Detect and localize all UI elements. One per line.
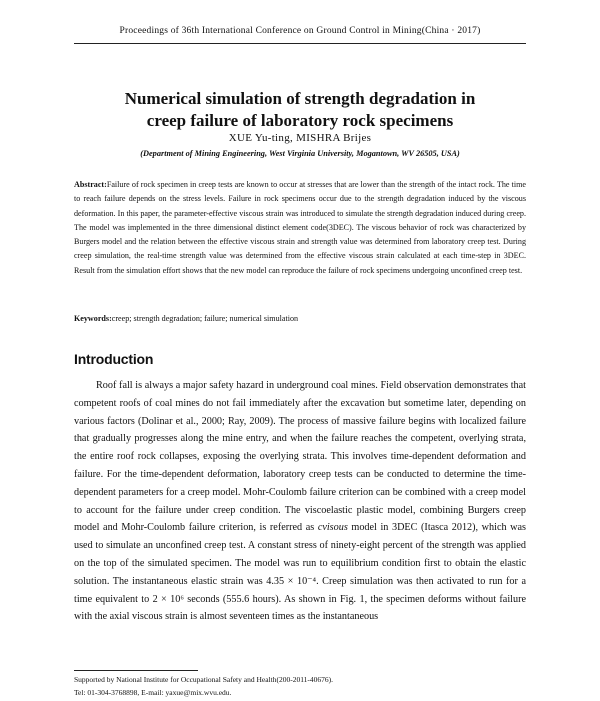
authors: XUE Yu-ting, MISHRA Brijes [228,132,372,144]
affiliation: (Department of Mining Engineering, West Virginia University, Mogantown, WV 26505, USA) [140,149,460,158]
keywords-text: creep; strength degradation; failure; numerical simulation [111,314,299,323]
section-heading-introduction: Introduction [74,351,154,367]
keywords-label: Keywords: [74,314,112,323]
footnote [74,673,526,699]
abstract [74,178,526,278]
header-rule [74,43,526,44]
paper-title-line-1: Numerical simulation of strength degradation in [124,89,476,108]
introduction-italic-term: cvisous [317,522,348,534]
introduction-text-part-1: Roof fall is always a major safety hazard in underground coal mines. Field observation demonstrates that competent roofs of coal mines do not fail immediately after the excavation but sometime later, depending on various factors (Dolinar et al., 2000; Ray, 2009). The process of massive failure begins with localized failure that gradually progresses along the mine entry, and when the failure reaches the competent, overlying strata, the entire roof rock collapses, exposing the overlying strata. This involves time-dependent deformation and failure. For the time-dependent deformation, laboratory creep tests can be conducted to determine the time-dependent parameters for a creep model. Mohr-Coulomb failure criterion can be combined with a creep model to account for the failure under creep condition. The viscoelastic plastic model, combining Burgers creep model and Mohr-Coulomb failure criterion, is referred as [74,380,526,534]
paper-title [74,88,526,132]
footnote-funding: Supported by National Institute for Occupational Safety and Health(200-2011-40676). [74,675,334,684]
running-head: Proceedings of 36th International Conference on Ground Control in Mining(China · 2017) [119,26,481,36]
introduction-paragraph [74,377,526,626]
paper-title-line-2: creep failure of laboratory rock specimens [146,111,454,130]
footnote-rule [74,670,198,671]
keywords [74,312,526,325]
introduction-text-part-2: model in 3DEC (Itasca 2012), which was used to simulate an unconfined creep test. A constant stress of ninety-eight percent of the strength was applied on the top of the simulated specimen. The model was run to equilibrium condition first to obtain the elastic solution. The instantaneous elastic strain was 4.35 × 10⁻⁴. Creep simulation was then activated to run for a time equivalent to 2 × 10⁶ seconds (555.6 hours). As shown in Fig. 1, the specimen deforms without failure with the axial viscous strain is almost seventeen times as the instantaneous [74,522,527,623]
abstract-label: Abstract: [74,180,107,189]
footnote-contact: Tel: 01-304-3768898, E-mail: yaxue@mix.wvu.edu. [74,688,232,697]
abstract-text: Failure of rock specimen in creep tests are known to occur at stresses that are lower than the strength of the intact rock. The time to reach failure depends on the stress levels. Failure in rock specimens occur due to the strength degradation induced by the viscous deformation. In this paper, the parameter-effective viscous strain was introduced to simulate the strength degradation induced during creep. The model was implemented in the three dimensional distinct element code(3DEC). The viscous behavior of rock was characterized by Burgers model and the relation between the effective viscous strain and strength value was determined from laboratory creep test. During creep simulation, the real-time strength value was determined from the effective viscous strain calculated at each time-step in 3DEC. Result from the simulation effort shows that the new model can reproduce the failure of rock specimens undergoing unconfined creep test. [74,180,526,275]
